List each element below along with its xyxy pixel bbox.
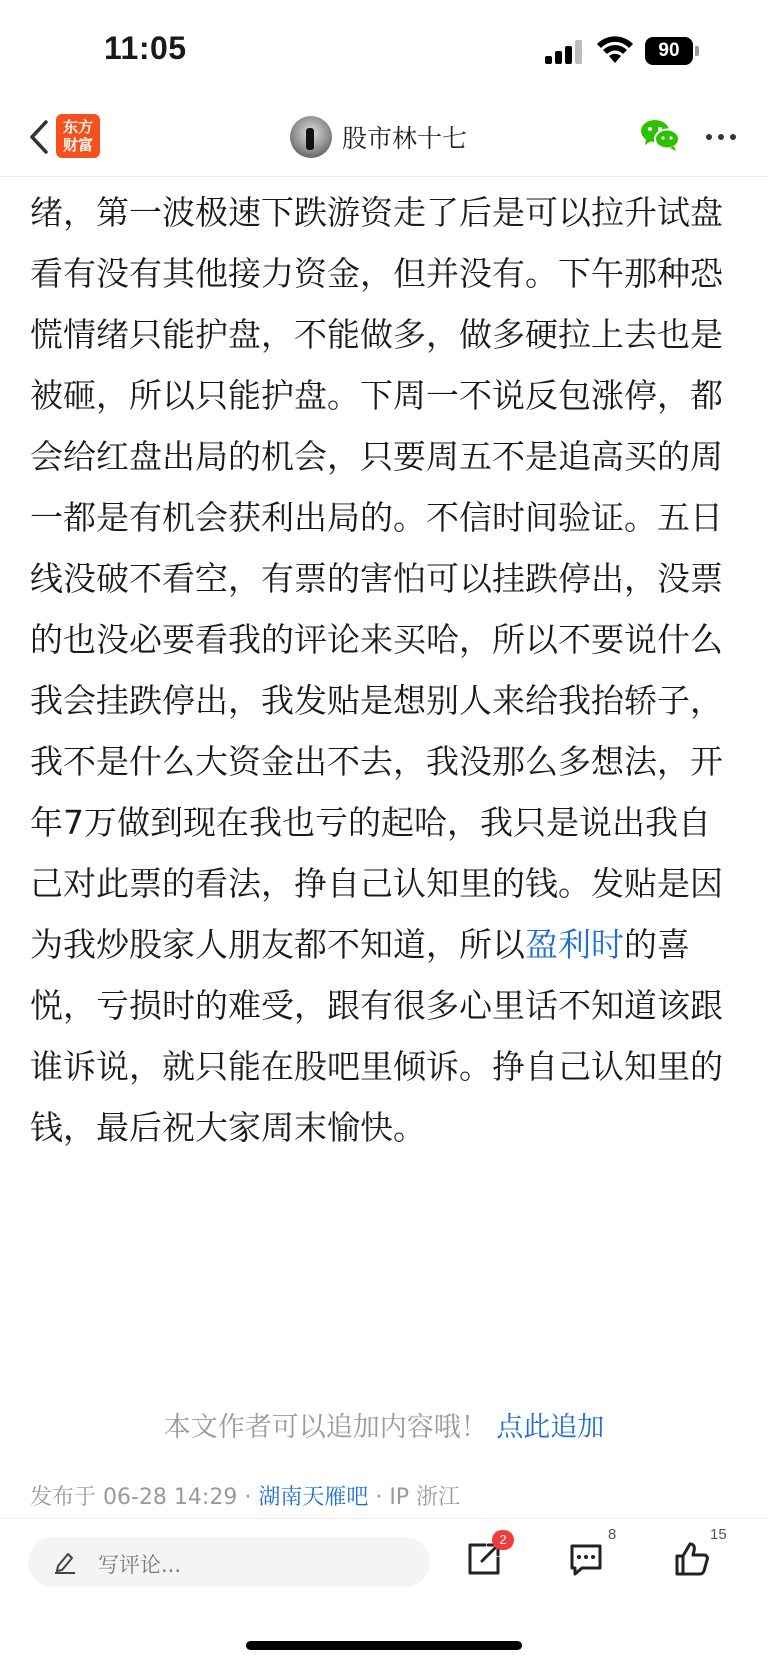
append-content-link[interactable]: 点此追加	[496, 1412, 605, 1443]
back-icon[interactable]	[26, 118, 52, 156]
meta-separator: ·	[237, 1485, 259, 1510]
article-inline-link[interactable]: 盈利时	[525, 925, 624, 964]
nav-bar	[0, 100, 768, 177]
article-text-part2: 的喜悦，亏损时的难受，跟有很多心里话不知道该跟谁诉说，就只能在股吧里倾诉。挣自己认知里的钱，最后祝大家周末愉快。	[30, 925, 723, 1147]
append-content-text: 本文作者可以追加内容哦！	[163, 1412, 488, 1443]
append-content-prompt	[0, 1405, 768, 1444]
brand-logo[interactable]	[56, 114, 100, 158]
pen-icon	[52, 1549, 78, 1575]
comment-input[interactable]	[28, 1537, 430, 1587]
wechat-icon[interactable]	[640, 117, 680, 153]
home-indicator[interactable]	[246, 1641, 522, 1650]
like-count: 15	[710, 1526, 727, 1543]
forum-link[interactable]: 湖南天雁吧	[258, 1485, 369, 1510]
share-badge: 2	[492, 1530, 514, 1550]
share-button[interactable]	[464, 1532, 507, 1579]
author-info[interactable]	[290, 113, 467, 161]
article-text-part1: 绪，第一波极速下跌游资走了后是可以拉升试盘看有没有其他接力资金，但并没有。下午那种恐慌情绪只能护盘，不能做多，做多硬拉上去也是被砸，所以只能护盘。下周一不说反包涨停，都会给红盘出局的机会，只要周五不是追高买的周一都是有机会获利出局的。不信时间验证。五日线没破不看空，有票的害怕可以挂跌停出，没票的也没必要看我的评论来买哈，所以不要说什么我会挂跌停出，我发贴是想别人来给我抬轿子，我不是什么大资金出不去，我没那么多想法，开年7万做到现在我也亏的起哈，我只是说出我自己对此票的看法，挣自己认知里的钱。发贴是因为我炒股家人朋友都不知道，所以	[30, 193, 723, 964]
cellular-signal-icon	[545, 40, 585, 64]
comment-button[interactable]	[566, 1526, 617, 1579]
publish-time: 发布于 06-28 14:29	[30, 1485, 238, 1510]
comment-count: 8	[608, 1526, 617, 1543]
article-body	[30, 182, 740, 1158]
ip-location: IP 浙江	[389, 1485, 461, 1510]
article-paragraph	[30, 182, 740, 1158]
status-time: 11:05	[104, 30, 187, 66]
comment-icon	[566, 1539, 606, 1579]
battery-level: 90	[645, 37, 693, 65]
meta-separator: ·	[368, 1485, 390, 1510]
post-meta	[30, 1480, 460, 1511]
avatar[interactable]	[290, 116, 332, 158]
bottom-action-bar	[0, 1518, 768, 1604]
comment-placeholder: 写评论...	[98, 1553, 182, 1577]
author-name[interactable]: 股市林十七	[342, 124, 468, 153]
wifi-icon	[596, 35, 634, 65]
brand-logo-line2: 财富	[62, 136, 93, 154]
battery-icon	[645, 37, 699, 65]
more-icon[interactable]	[706, 134, 738, 142]
thumbs-up-icon	[672, 1539, 712, 1579]
like-button[interactable]	[672, 1526, 727, 1579]
brand-logo-line1: 东方	[62, 118, 93, 136]
status-bar	[0, 0, 768, 100]
